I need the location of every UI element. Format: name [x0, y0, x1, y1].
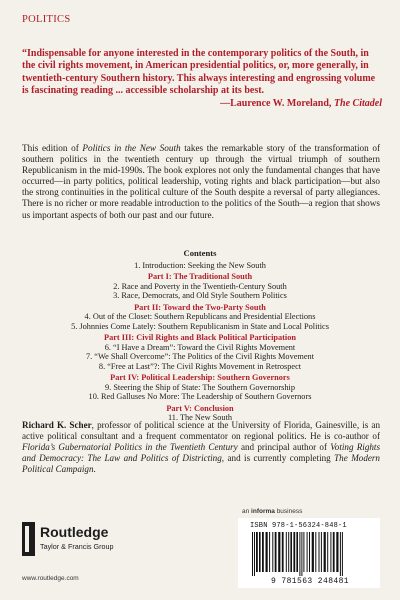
description-intro: This edition of [22, 143, 83, 153]
informa-suffix: business [274, 508, 303, 515]
bio-text: and principal author of [237, 442, 331, 452]
bio-book-title: Florida’s Gubernatorial Politics in the Twentieth Century [22, 442, 238, 452]
contents-part-heading: Part II: Toward the Two-Party South [134, 302, 266, 312]
barcode-bar [275, 532, 277, 572]
contents-part-heading: Part I: The Traditional South [147, 272, 253, 281]
barcode-bar [296, 532, 298, 572]
contents-chapter: 9. Steering the Ship of State: The Southern Governorship [105, 382, 295, 392]
book-title: Politics in the New South [82, 143, 181, 153]
informa-tagline [242, 508, 302, 515]
endorsement-quote [22, 48, 382, 110]
barcode-bar [309, 532, 310, 572]
bio-book-title: Voting Rights and Democracy: The Law and Politics of Districting [22, 442, 380, 463]
contents-chapter: 2. Race and Poverty in the Twentieth-Century South [113, 281, 287, 291]
barcode-bar [266, 532, 268, 572]
author-bio [22, 420, 380, 475]
contents-chapter: 4. Out of the Closet: Southern Republicans and Presidential Elections [84, 312, 316, 321]
quote-text: “Indispensable for anyone interested in the contemporary politics of the South, in the civil rights movement, in American presidential politics, or, more generally, in twentieth-century Southern history. This always interesting and engrossing volume is fascinating reading ... accessible scholarship at its best. [22, 48, 376, 96]
barcode-bar [290, 532, 292, 572]
bio-text: . [93, 464, 96, 474]
quote-author: —Laurence W. Moreland, [220, 98, 332, 110]
quote-attribution [22, 98, 382, 110]
contents-heading: Contents [183, 248, 217, 258]
contents-chapter: 10. Red Galluses No More: The Leadership of Southern Governors [88, 392, 312, 401]
informa-prefix: an [242, 508, 252, 515]
contents-chapter: 5. Johnnies Come Lately: Southern Republicanism in State and Local Politics [71, 321, 329, 331]
bio-text: , and is currently completing [221, 453, 335, 463]
barcode-bar [336, 532, 338, 572]
barcode-icon [250, 532, 374, 576]
barcode-bar [286, 532, 287, 572]
publisher-group: Taylor & Francis Group [40, 542, 114, 551]
contents-part-heading: Part V: Conclusion [166, 403, 234, 413]
barcode-bar [256, 532, 258, 572]
barcode-bar [262, 532, 264, 572]
contents-chapter: 1. Introduction: Seeking the New South [134, 260, 266, 270]
barcode-bar [301, 532, 302, 576]
informa-name: informa [251, 508, 275, 515]
quote-publication: The Citadel [333, 98, 382, 110]
barcode-bar [254, 532, 255, 576]
barcode-bar [315, 532, 316, 572]
author-name: Richard K. Scher [22, 420, 92, 430]
bio-book-title: The Modern Political Campaign [22, 453, 380, 474]
barcode-bar [330, 532, 331, 572]
contents-list [18, 261, 382, 423]
contents-part-heading: Part IV: Political Leadership: Southern Governors [110, 373, 290, 382]
barcode-bar [324, 532, 326, 572]
barcode-bar [303, 532, 304, 572]
publisher-url: www.routledge.com [22, 575, 79, 582]
bio-text: , professor of political science at the University of Florida, Gainesville, is an active political consultant and a frequent commentator on regional politics. He is co-author of [22, 420, 381, 441]
description-body: takes the remarkable story of the transformation of southern politics in the twentieth century up through the virtual triumph of southern Republicanism in the mid-1990s. The book explores not only the fundamental changes that have occurred—in party politics, political leadership, voting rights and black participation—but also the strong continuities in the political culture of the South despite a reversal of party allegiances. There is no richer or more readable introduction to the politics of the South—a region that shows us important aspects of both our past and our future. [22, 143, 380, 220]
barcode-bar [340, 532, 341, 576]
barcode-bar [252, 532, 253, 576]
barcode-bar [312, 532, 314, 572]
contents-chapter: 3. Race, Democrats, and Old Style Southern Politics [113, 291, 287, 300]
contents-chapter: 11. The New South [167, 413, 233, 422]
barcode-bar [278, 532, 280, 572]
barcode-bar [269, 532, 270, 572]
barcode-bar [327, 532, 328, 572]
isbn-text: ISBN 978-1-56324-848-1 [250, 522, 347, 530]
barcode-bar [272, 532, 273, 572]
barcode-bar [321, 532, 322, 572]
barcode-bar [342, 532, 343, 576]
barcode-bar [307, 532, 308, 572]
barcode-bar [259, 532, 261, 572]
barcode-digits: 9 781563 248481 [270, 577, 349, 586]
contents-chapter: 8. “Free at Last”?: The Civil Rights Movement in Retrospect [98, 361, 302, 371]
contents-chapter: 7. “We Shall Overcome”: The Politics of the Civil Rights Movement [86, 352, 314, 361]
barcode-bar [288, 532, 289, 572]
category-label: POLITICS [22, 14, 71, 25]
contents-part-heading: Part III: Civil Rights and Black Political Participation [104, 333, 296, 342]
publisher-logo [22, 520, 172, 560]
contents-chapter: 6. “I Have a Dream”: Toward the Civil Rights Movement [104, 342, 296, 352]
table-of-contents [18, 249, 382, 423]
barcode-bar [299, 532, 300, 576]
barcode-bar [319, 532, 320, 572]
routledge-logo-icon [22, 522, 35, 556]
barcode-bar [282, 532, 284, 572]
book-description [22, 143, 380, 221]
barcode-bar [333, 532, 335, 572]
barcode-bar [293, 532, 295, 572]
publisher-name: Routledge [40, 524, 109, 540]
